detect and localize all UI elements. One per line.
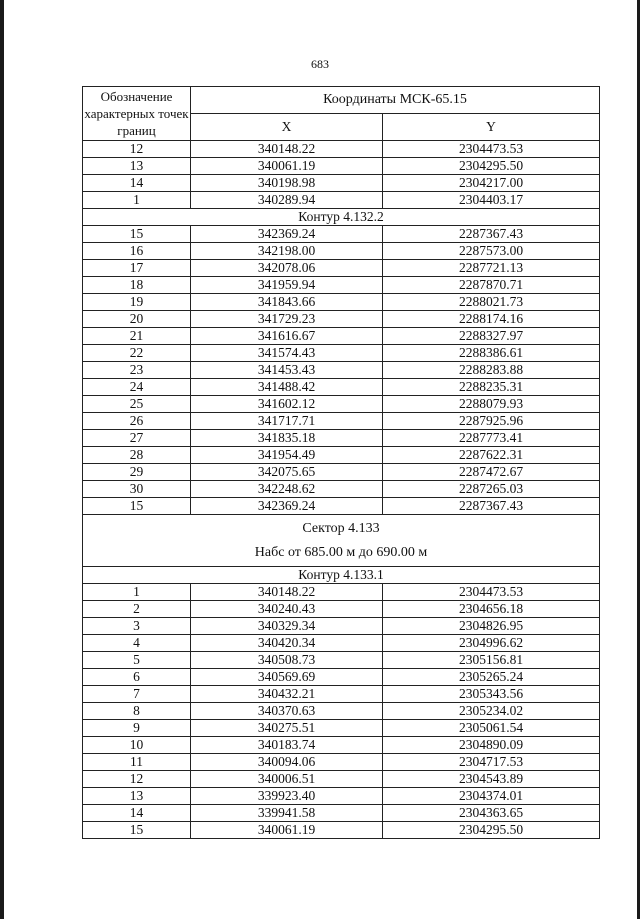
y-coordinate-cell: 2304295.50 bbox=[383, 158, 600, 175]
sector-heading bbox=[83, 515, 600, 567]
point-number-cell: 1 bbox=[83, 584, 191, 601]
y-coordinate-cell: 2304403.17 bbox=[383, 192, 600, 209]
sector-heading-row bbox=[83, 515, 600, 567]
y-coordinate-cell: 2287870.71 bbox=[383, 277, 600, 294]
y-coordinate-cell: 2304363.65 bbox=[383, 805, 600, 822]
y-coordinate-cell: 2304717.53 bbox=[383, 754, 600, 771]
contour-heading: Контур 4.132.2 bbox=[83, 209, 600, 226]
point-number-cell: 19 bbox=[83, 294, 191, 311]
point-number-cell: 9 bbox=[83, 720, 191, 737]
point-number-cell: 15 bbox=[83, 226, 191, 243]
point-number-cell: 29 bbox=[83, 464, 191, 481]
x-coordinate-cell: 342369.24 bbox=[191, 498, 383, 515]
y-coordinate-cell: 2305265.24 bbox=[383, 669, 600, 686]
coordinates-table-body bbox=[83, 87, 600, 839]
y-coordinate-cell: 2304656.18 bbox=[383, 601, 600, 618]
y-coordinate-cell: 2287773.41 bbox=[383, 430, 600, 447]
y-coordinate-cell: 2304826.95 bbox=[383, 618, 600, 635]
table-row bbox=[83, 686, 600, 703]
x-coordinate-cell: 342248.62 bbox=[191, 481, 383, 498]
point-number-cell: 25 bbox=[83, 396, 191, 413]
table-row bbox=[83, 413, 600, 430]
x-coordinate-cell: 341488.42 bbox=[191, 379, 383, 396]
point-number-cell: 23 bbox=[83, 362, 191, 379]
table-row bbox=[83, 652, 600, 669]
table-row bbox=[83, 805, 600, 822]
x-coordinate-cell: 340148.22 bbox=[191, 584, 383, 601]
point-number-cell: 13 bbox=[83, 788, 191, 805]
x-coordinate-cell: 341843.66 bbox=[191, 294, 383, 311]
x-coordinate-cell: 339941.58 bbox=[191, 805, 383, 822]
table-row bbox=[83, 447, 600, 464]
x-column-header: X bbox=[191, 114, 383, 141]
point-number-cell: 6 bbox=[83, 669, 191, 686]
x-coordinate-cell: 340508.73 bbox=[191, 652, 383, 669]
y-coordinate-cell: 2288283.88 bbox=[383, 362, 600, 379]
x-coordinate-cell: 341954.49 bbox=[191, 447, 383, 464]
table-row bbox=[83, 669, 600, 686]
table-row bbox=[83, 260, 600, 277]
y-coordinate-cell: 2304473.53 bbox=[383, 584, 600, 601]
x-coordinate-cell: 340240.43 bbox=[191, 601, 383, 618]
table-row bbox=[83, 362, 600, 379]
table-row bbox=[83, 464, 600, 481]
x-coordinate-cell: 340432.21 bbox=[191, 686, 383, 703]
x-coordinate-cell: 340198.98 bbox=[191, 175, 383, 192]
y-coordinate-cell: 2287721.13 bbox=[383, 260, 600, 277]
x-coordinate-cell: 340569.69 bbox=[191, 669, 383, 686]
point-number-cell: 16 bbox=[83, 243, 191, 260]
point-number-cell: 27 bbox=[83, 430, 191, 447]
table-row bbox=[83, 158, 600, 175]
table-row bbox=[83, 771, 600, 788]
table-row bbox=[83, 345, 600, 362]
table-row bbox=[83, 584, 600, 601]
x-coordinate-cell: 341959.94 bbox=[191, 277, 383, 294]
y-coordinate-cell: 2305234.02 bbox=[383, 703, 600, 720]
y-coordinate-cell: 2304890.09 bbox=[383, 737, 600, 754]
point-number-cell: 5 bbox=[83, 652, 191, 669]
x-coordinate-cell: 342078.06 bbox=[191, 260, 383, 277]
point-number-cell: 28 bbox=[83, 447, 191, 464]
point-number-cell: 24 bbox=[83, 379, 191, 396]
y-coordinate-cell: 2288327.97 bbox=[383, 328, 600, 345]
y-coordinate-cell: 2304473.53 bbox=[383, 141, 600, 158]
point-number-cell: 1 bbox=[83, 192, 191, 209]
point-number-cell: 15 bbox=[83, 498, 191, 515]
y-coordinate-cell: 2287622.31 bbox=[383, 447, 600, 464]
y-coordinate-cell: 2304543.89 bbox=[383, 771, 600, 788]
table-row bbox=[83, 635, 600, 652]
y-coordinate-cell: 2304295.50 bbox=[383, 822, 600, 839]
x-coordinate-cell: 340094.06 bbox=[191, 754, 383, 771]
x-coordinate-cell: 340370.63 bbox=[191, 703, 383, 720]
y-column-header: Y bbox=[383, 114, 600, 141]
table-row bbox=[83, 618, 600, 635]
y-coordinate-cell: 2288079.93 bbox=[383, 396, 600, 413]
x-coordinate-cell: 341717.71 bbox=[191, 413, 383, 430]
table-row bbox=[83, 481, 600, 498]
y-coordinate-cell: 2304217.00 bbox=[383, 175, 600, 192]
table-row bbox=[83, 328, 600, 345]
table-row bbox=[83, 788, 600, 805]
point-number-cell: 14 bbox=[83, 175, 191, 192]
table-row bbox=[83, 498, 600, 515]
x-coordinate-cell: 340275.51 bbox=[191, 720, 383, 737]
y-coordinate-cell: 2287573.00 bbox=[383, 243, 600, 260]
x-coordinate-cell: 340061.19 bbox=[191, 158, 383, 175]
table-row bbox=[83, 703, 600, 720]
point-number-cell: 2 bbox=[83, 601, 191, 618]
y-coordinate-cell: 2288021.73 bbox=[383, 294, 600, 311]
point-number-cell: 15 bbox=[83, 822, 191, 839]
x-coordinate-cell: 340061.19 bbox=[191, 822, 383, 839]
table-row bbox=[83, 277, 600, 294]
table-row bbox=[83, 720, 600, 737]
x-coordinate-cell: 341602.12 bbox=[191, 396, 383, 413]
coordinates-table bbox=[82, 86, 600, 839]
y-coordinate-cell: 2305061.54 bbox=[383, 720, 600, 737]
sector-title: Сектор 4.133 bbox=[302, 521, 380, 536]
y-coordinate-cell: 2287472.67 bbox=[383, 464, 600, 481]
point-number-cell: 30 bbox=[83, 481, 191, 498]
table-row bbox=[83, 737, 600, 754]
point-number-cell: 12 bbox=[83, 771, 191, 788]
point-number-cell: 3 bbox=[83, 618, 191, 635]
point-number-cell: 13 bbox=[83, 158, 191, 175]
x-coordinate-cell: 339923.40 bbox=[191, 788, 383, 805]
table-row bbox=[83, 601, 600, 618]
y-coordinate-cell: 2304996.62 bbox=[383, 635, 600, 652]
x-coordinate-cell: 341453.43 bbox=[191, 362, 383, 379]
scan-edge-left bbox=[0, 0, 4, 919]
point-number-cell: 26 bbox=[83, 413, 191, 430]
y-coordinate-cell: 2288386.61 bbox=[383, 345, 600, 362]
table-row bbox=[83, 754, 600, 771]
point-number-cell: 17 bbox=[83, 260, 191, 277]
x-coordinate-cell: 340183.74 bbox=[191, 737, 383, 754]
point-number-cell: 11 bbox=[83, 754, 191, 771]
point-number-cell: 21 bbox=[83, 328, 191, 345]
contour-heading-row bbox=[83, 567, 600, 584]
point-number-cell: 4 bbox=[83, 635, 191, 652]
x-coordinate-cell: 340329.34 bbox=[191, 618, 383, 635]
x-coordinate-cell: 341729.23 bbox=[191, 311, 383, 328]
table-row bbox=[83, 396, 600, 413]
x-coordinate-cell: 340006.51 bbox=[191, 771, 383, 788]
y-coordinate-cell: 2305343.56 bbox=[383, 686, 600, 703]
header-row bbox=[83, 87, 600, 114]
table-row bbox=[83, 141, 600, 158]
x-coordinate-cell: 340148.22 bbox=[191, 141, 383, 158]
y-coordinate-cell: 2287925.96 bbox=[383, 413, 600, 430]
point-number-cell: 7 bbox=[83, 686, 191, 703]
point-number-cell: 14 bbox=[83, 805, 191, 822]
y-coordinate-cell: 2287367.43 bbox=[383, 226, 600, 243]
x-coordinate-cell: 342198.00 bbox=[191, 243, 383, 260]
table-row bbox=[83, 379, 600, 396]
contour-heading: Контур 4.133.1 bbox=[83, 567, 600, 584]
point-designation-header: Обозначение характерных точек границ bbox=[83, 87, 191, 141]
x-coordinate-cell: 341574.43 bbox=[191, 345, 383, 362]
table-row bbox=[83, 822, 600, 839]
x-coordinate-cell: 342369.24 bbox=[191, 226, 383, 243]
x-coordinate-cell: 340289.94 bbox=[191, 192, 383, 209]
point-number-cell: 22 bbox=[83, 345, 191, 362]
table-row bbox=[83, 430, 600, 447]
table-row bbox=[83, 226, 600, 243]
table-row bbox=[83, 192, 600, 209]
page-number: 683 bbox=[311, 57, 329, 71]
y-coordinate-cell: 2304374.01 bbox=[383, 788, 600, 805]
x-coordinate-cell: 342075.65 bbox=[191, 464, 383, 481]
x-coordinate-cell: 341616.67 bbox=[191, 328, 383, 345]
contour-heading-row bbox=[83, 209, 600, 226]
x-coordinate-cell: 341835.18 bbox=[191, 430, 383, 447]
x-coordinate-cell: 340420.34 bbox=[191, 635, 383, 652]
y-coordinate-cell: 2305156.81 bbox=[383, 652, 600, 669]
point-number-cell: 20 bbox=[83, 311, 191, 328]
table-row bbox=[83, 175, 600, 192]
point-number-cell: 10 bbox=[83, 737, 191, 754]
point-number-cell: 18 bbox=[83, 277, 191, 294]
y-coordinate-cell: 2287265.03 bbox=[383, 481, 600, 498]
point-number-cell: 12 bbox=[83, 141, 191, 158]
point-number-cell: 8 bbox=[83, 703, 191, 720]
table-row bbox=[83, 243, 600, 260]
y-coordinate-cell: 2287367.43 bbox=[383, 498, 600, 515]
sector-elevation-range: Набс от 685.00 м до 690.00 м bbox=[254, 545, 428, 560]
y-coordinate-cell: 2288174.16 bbox=[383, 311, 600, 328]
table-row bbox=[83, 294, 600, 311]
coordinate-system-header: Координаты МСК-65.15 bbox=[191, 87, 600, 114]
y-coordinate-cell: 2288235.31 bbox=[383, 379, 600, 396]
table-row bbox=[83, 311, 600, 328]
